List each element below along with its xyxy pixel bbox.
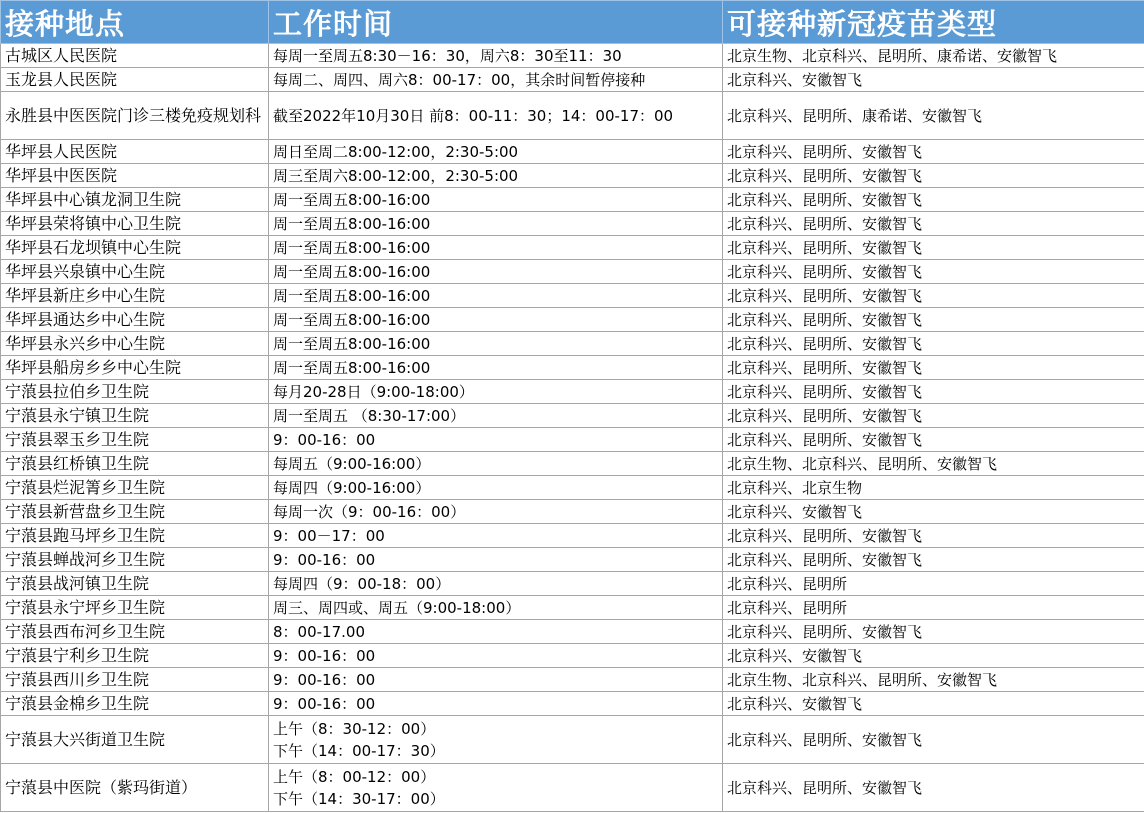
cell-time: [269, 500, 723, 524]
cell-vaccine: 北京科兴、昆明所、安徽智飞: [723, 284, 1144, 308]
table-row: [1, 548, 1144, 572]
cell-time: [269, 68, 723, 92]
cell-place: 华坪县中医医院: [1, 164, 269, 188]
time-text: 9：00－17：00: [273, 526, 385, 545]
cell-vaccine: 北京科兴、昆明所、安徽智飞: [723, 332, 1144, 356]
cell-place: 宁蒗县西川乡卫生院: [1, 668, 269, 692]
time-text: 截至2022年10月30日 前8：00-11：30；14：00-17：00: [273, 106, 674, 125]
table-row: [1, 572, 1144, 596]
header-row: [1, 1, 1144, 44]
cell-time: [269, 92, 723, 140]
cell-place: 宁蒗县永宁坪乡卫生院: [1, 596, 269, 620]
cell-time: [269, 44, 723, 68]
cell-time: [269, 308, 723, 332]
table-row: [1, 764, 1144, 812]
cell-vaccine: 北京科兴、昆明所、安徽智飞: [723, 236, 1144, 260]
cell-vaccine: 北京科兴、昆明所: [723, 596, 1144, 620]
cell-vaccine: 北京科兴、昆明所、安徽智飞: [723, 764, 1144, 812]
table-row: [1, 476, 1144, 500]
cell-time: [269, 164, 723, 188]
time-text: 每周四（9:00-16:00）: [273, 478, 431, 497]
time-text: 周一至周五 （8:30-17:00）: [273, 406, 466, 425]
time-text: 周一至周五8:00-16:00: [273, 238, 431, 257]
time-text: 每周一次（9：00-16：00）: [273, 502, 466, 521]
table-row: [1, 644, 1144, 668]
time-text: 每周五（9:00-16:00）: [273, 454, 431, 473]
table-body: [1, 44, 1144, 812]
cell-vaccine: 北京科兴、昆明所、安徽智飞: [723, 716, 1144, 764]
time-text: 周一至周五8:00-16:00: [273, 358, 431, 377]
time-text: 周一至周五8:00-16:00: [273, 262, 431, 281]
table-row: [1, 68, 1144, 92]
cell-time: [269, 212, 723, 236]
cell-vaccine: 北京科兴、昆明所、安徽智飞: [723, 404, 1144, 428]
table-row: [1, 260, 1144, 284]
table-row: [1, 404, 1144, 428]
table-row: [1, 452, 1144, 476]
time-text: 周一至周五8:00-16:00: [273, 334, 431, 353]
table-row: [1, 380, 1144, 404]
cell-place: 华坪县中心镇龙洞卫生院: [1, 188, 269, 212]
cell-place: 宁蒗县红桥镇卫生院: [1, 452, 269, 476]
cell-place: 华坪县荣将镇中心卫生院: [1, 212, 269, 236]
cell-time: [269, 428, 723, 452]
time-text: 每周一至周五8:30－16：30，周六8：30至11：30: [273, 46, 622, 65]
cell-place: 华坪县通达乡中心生院: [1, 308, 269, 332]
cell-place: 宁蒗县战河镇卫生院: [1, 572, 269, 596]
cell-vaccine: 北京科兴、北京生物: [723, 476, 1144, 500]
cell-time: [269, 548, 723, 572]
time-text: 上午（8：30-12：00）: [273, 719, 436, 738]
time-text: 每月20-28日（9:00-18:00）: [273, 382, 474, 401]
cell-time: [269, 572, 723, 596]
table-row: [1, 212, 1144, 236]
cell-place: 宁蒗县西布河乡卫生院: [1, 620, 269, 644]
time-text: 8：00-17.00: [273, 622, 365, 641]
time-text: 周三至周六8:00-12:00，2:30-5:00: [273, 166, 519, 185]
cell-vaccine: 北京科兴、昆明所、安徽智飞: [723, 140, 1144, 164]
header-time: 工作时间: [269, 1, 723, 44]
cell-time: [269, 644, 723, 668]
time-text: 下午（14：30-17：00）: [273, 789, 445, 808]
table-row: [1, 44, 1144, 68]
cell-place: 宁蒗县中医院（紫玛街道）: [1, 764, 269, 812]
table-row: [1, 356, 1144, 380]
cell-time: [269, 764, 723, 812]
time-text: 9：00-16：00: [273, 694, 376, 713]
table-row: [1, 692, 1144, 716]
table-row: [1, 428, 1144, 452]
time-text: 周日至周二8:00-12:00，2:30-5:00: [273, 142, 519, 161]
cell-vaccine: 北京科兴、昆明所、安徽智飞: [723, 356, 1144, 380]
cell-place: 永胜县中医医院门诊三楼免疫规划科: [1, 92, 269, 140]
table-row: [1, 188, 1144, 212]
time-text: 周一至周五8:00-16:00: [273, 190, 431, 209]
cell-time: [269, 284, 723, 308]
cell-vaccine: 北京科兴、昆明所、安徽智飞: [723, 548, 1144, 572]
time-text: 周一至周五8:00-16:00: [273, 214, 431, 233]
cell-place: 华坪县船房乡乡中心生院: [1, 356, 269, 380]
cell-place: 宁蒗县大兴街道卫生院: [1, 716, 269, 764]
cell-place: 宁蒗县永宁镇卫生院: [1, 404, 269, 428]
cell-vaccine: 北京科兴、昆明所、康希诺、安徽智飞: [723, 92, 1144, 140]
cell-time: [269, 356, 723, 380]
cell-time: [269, 188, 723, 212]
table-row: [1, 500, 1144, 524]
table-row: [1, 524, 1144, 548]
time-text: 每周四（9：00-18：00）: [273, 574, 451, 593]
cell-place: 华坪县人民医院: [1, 140, 269, 164]
cell-vaccine: 北京科兴、昆明所: [723, 572, 1144, 596]
cell-vaccine: 北京科兴、昆明所、安徽智飞: [723, 524, 1144, 548]
time-text: 周三、周四或、周五（9:00-18:00）: [273, 598, 521, 617]
cell-vaccine: 北京科兴、昆明所、安徽智飞: [723, 428, 1144, 452]
cell-time: [269, 524, 723, 548]
cell-vaccine: 北京生物、北京科兴、昆明所、康希诺、安徽智飞: [723, 44, 1144, 68]
cell-time: [269, 380, 723, 404]
cell-time: [269, 620, 723, 644]
table-row: [1, 596, 1144, 620]
cell-time: [269, 236, 723, 260]
header-vaccine: 可接种新冠疫苗类型: [723, 1, 1144, 44]
header-place: 接种地点: [1, 1, 269, 44]
time-text: 周一至周五8:00-16:00: [273, 286, 431, 305]
cell-time: [269, 716, 723, 764]
table-row: [1, 236, 1144, 260]
table-row: [1, 620, 1144, 644]
cell-time: [269, 260, 723, 284]
cell-place: 宁蒗县新营盘乡卫生院: [1, 500, 269, 524]
table-row: [1, 140, 1144, 164]
cell-place: 玉龙县人民医院: [1, 68, 269, 92]
cell-vaccine: 北京科兴、昆明所、安徽智飞: [723, 212, 1144, 236]
cell-place: 宁蒗县翠玉乡卫生院: [1, 428, 269, 452]
cell-place: 宁蒗县蝉战河乡卫生院: [1, 548, 269, 572]
cell-time: [269, 692, 723, 716]
table-row: [1, 332, 1144, 356]
cell-place: 华坪县新庄乡中心生院: [1, 284, 269, 308]
time-text: 上午（8：00-12：00）: [273, 767, 436, 786]
cell-vaccine: 北京生物、北京科兴、昆明所、安徽智飞: [723, 452, 1144, 476]
cell-vaccine: 北京科兴、昆明所、安徽智飞: [723, 188, 1144, 212]
cell-vaccine: 北京科兴、安徽智飞: [723, 68, 1144, 92]
cell-time: [269, 476, 723, 500]
time-text: 下午（14：00-17：30）: [273, 741, 445, 760]
cell-place: 宁蒗县烂泥箐乡卫生院: [1, 476, 269, 500]
cell-place: 宁蒗县跑马坪乡卫生院: [1, 524, 269, 548]
table-row: [1, 92, 1144, 140]
cell-vaccine: 北京科兴、昆明所、安徽智飞: [723, 308, 1144, 332]
cell-place: 宁蒗县宁利乡卫生院: [1, 644, 269, 668]
cell-time: [269, 452, 723, 476]
cell-place: 宁蒗县拉伯乡卫生院: [1, 380, 269, 404]
cell-vaccine: 北京科兴、安徽智飞: [723, 644, 1144, 668]
cell-place: 华坪县石龙坝镇中心生院: [1, 236, 269, 260]
time-text: 周一至周五8:00-16:00: [273, 310, 431, 329]
cell-vaccine: 北京科兴、昆明所、安徽智飞: [723, 164, 1144, 188]
table-row: [1, 308, 1144, 332]
cell-time: [269, 668, 723, 692]
time-text: 9：00-16：00: [273, 646, 376, 665]
cell-vaccine: 北京科兴、安徽智飞: [723, 500, 1144, 524]
cell-vaccine: 北京科兴、昆明所、安徽智飞: [723, 620, 1144, 644]
time-text: 9：00-16：00: [273, 550, 376, 569]
cell-time: [269, 140, 723, 164]
time-text: 9：00-16：00: [273, 670, 376, 689]
cell-place: 华坪县兴泉镇中心生院: [1, 260, 269, 284]
cell-place: 古城区人民医院: [1, 44, 269, 68]
time-text: 9：00-16：00: [273, 430, 376, 449]
cell-vaccine: 北京生物、北京科兴、昆明所、安徽智飞: [723, 668, 1144, 692]
cell-vaccine: 北京科兴、昆明所、安徽智飞: [723, 260, 1144, 284]
cell-vaccine: 北京科兴、昆明所、安徽智飞: [723, 380, 1144, 404]
cell-place: 宁蒗县金棉乡卫生院: [1, 692, 269, 716]
table-row: [1, 164, 1144, 188]
cell-vaccine: 北京科兴、安徽智飞: [723, 692, 1144, 716]
table-row: [1, 668, 1144, 692]
table-row: [1, 284, 1144, 308]
cell-place: 华坪县永兴乡中心生院: [1, 332, 269, 356]
cell-time: [269, 596, 723, 620]
time-text: 每周二、周四、周六8：00-17：00，其余时间暂停接种: [273, 70, 646, 89]
cell-time: [269, 332, 723, 356]
table-row: [1, 716, 1144, 764]
cell-time: [269, 404, 723, 428]
